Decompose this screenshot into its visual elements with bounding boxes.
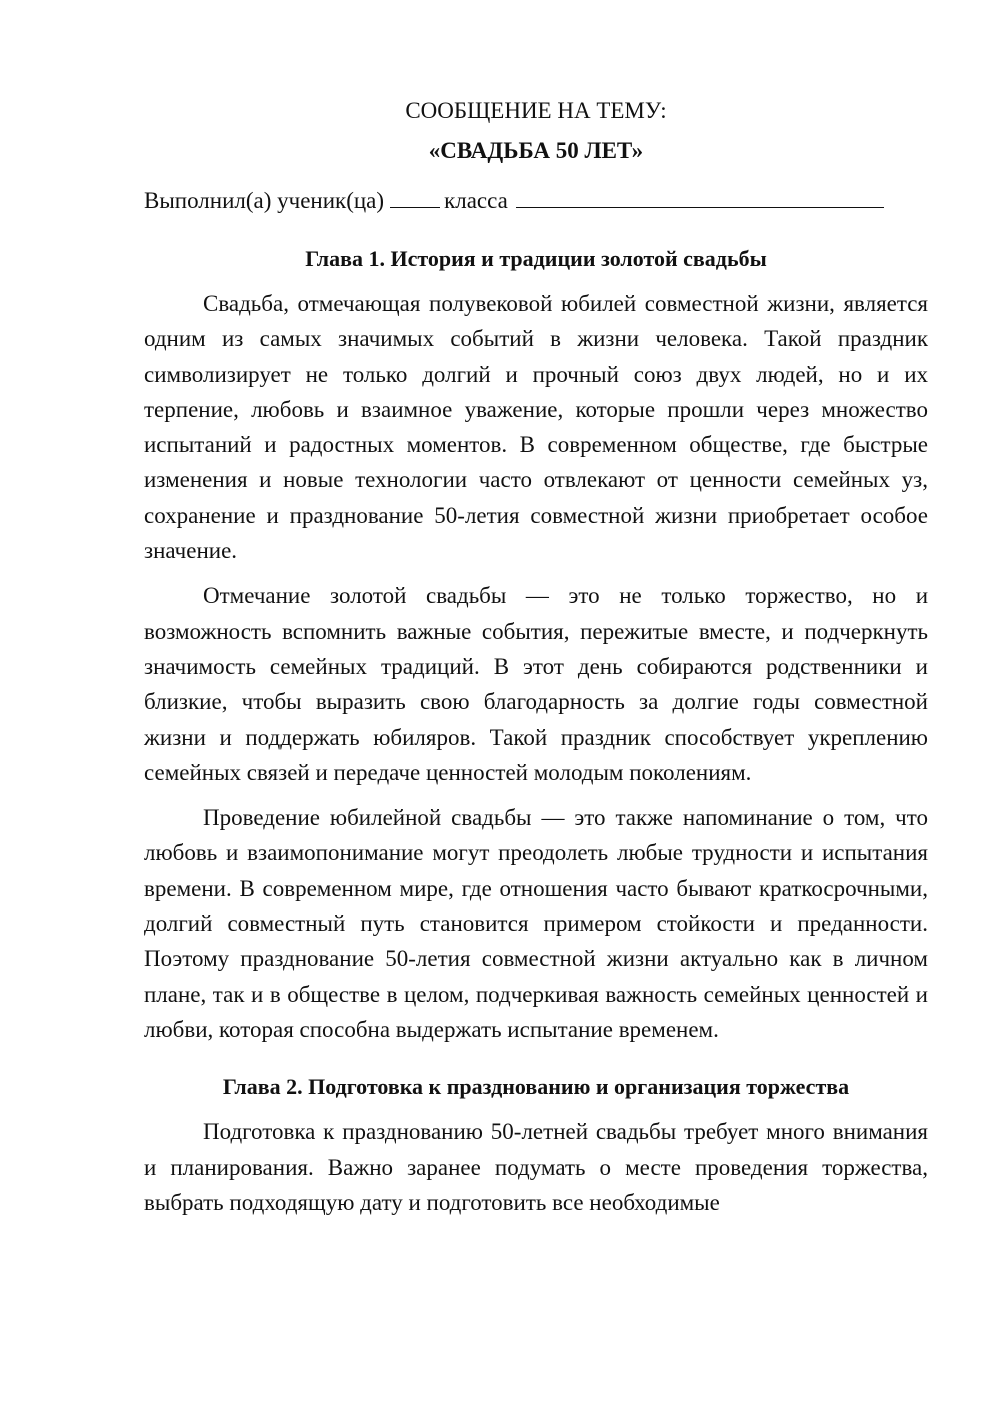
author-line [144,183,928,219]
class-number-blank [390,187,440,208]
chapter-2-heading: Глава 2. Подготовка к празднованию и организация торжества [222,1074,850,1100]
document-title-subject: «СВАДЬБА 50 ЛЕТ» [428,138,644,163]
chapter-1-heading: Глава 1. История и традиции золотой свадьбы [305,246,767,271]
author-name-blank [516,187,884,208]
author-prefix: Выполнил(а) ученик(ца) [144,188,385,213]
document-title-line1: СООБЩЕНИЕ НА ТЕМУ: [405,98,667,123]
author-class-label: класса [444,188,508,213]
chapter-2-paragraph-1: Подготовка к празднованию 50-летней свадьбы требует много внимания и планирования. Важно заранее подумать о месте проведения торжества, выбрать подходящую дату и подготовить все необходимые [144,1119,928,1215]
chapter-1-paragraph-3: Проведение юбилейной свадьбы — это также напоминание о том, что любовь и взаимопонимание могут преодолеть любые трудности и испытания времени. В современном мире, где отношения часто бывают краткосрочными, долгий совместный путь становится примером стойкости и преданности. Поэтому празднование 50-летия совместной жизни актуально как в личном плане, так и в обществе в целом, подчеркивая важность семейных ценностей и любви, которая способна выдержать испытание временем. [144,805,928,1042]
document-content [144,93,928,1230]
chapter-1-paragraph-1: Свадьба, отмечающая полувековой юбилей совместной жизни, является одним из самых значимых событий в жизни человека. Такой праздник символизирует не только долгий и прочный союз двух людей, но и их терпение, любовь и взаимное уважение, которые прошли через множество испытаний и радостных моментов. В современном обществе, где быстрые изменения и новые технологии часто отвлекают от ценности семейных уз, сохранение и празднование 50-летия совместной жизни приобретает особое значение. [144,291,928,564]
chapter-1-paragraph-2: Отмечание золотой свадьбы — это не только торжество, но и возможность вспомнить важные события, пережитые вместе, и подчеркнуть значимость семейных традиций. В этот день собираются родственники и близкие, чтобы выразить свою благодарность за долгие годы совместной жизни и поддержать юбиляров. Такой праздник способствует укреплению семейных связей и передаче ценностей молодым поколениям. [144,583,928,785]
